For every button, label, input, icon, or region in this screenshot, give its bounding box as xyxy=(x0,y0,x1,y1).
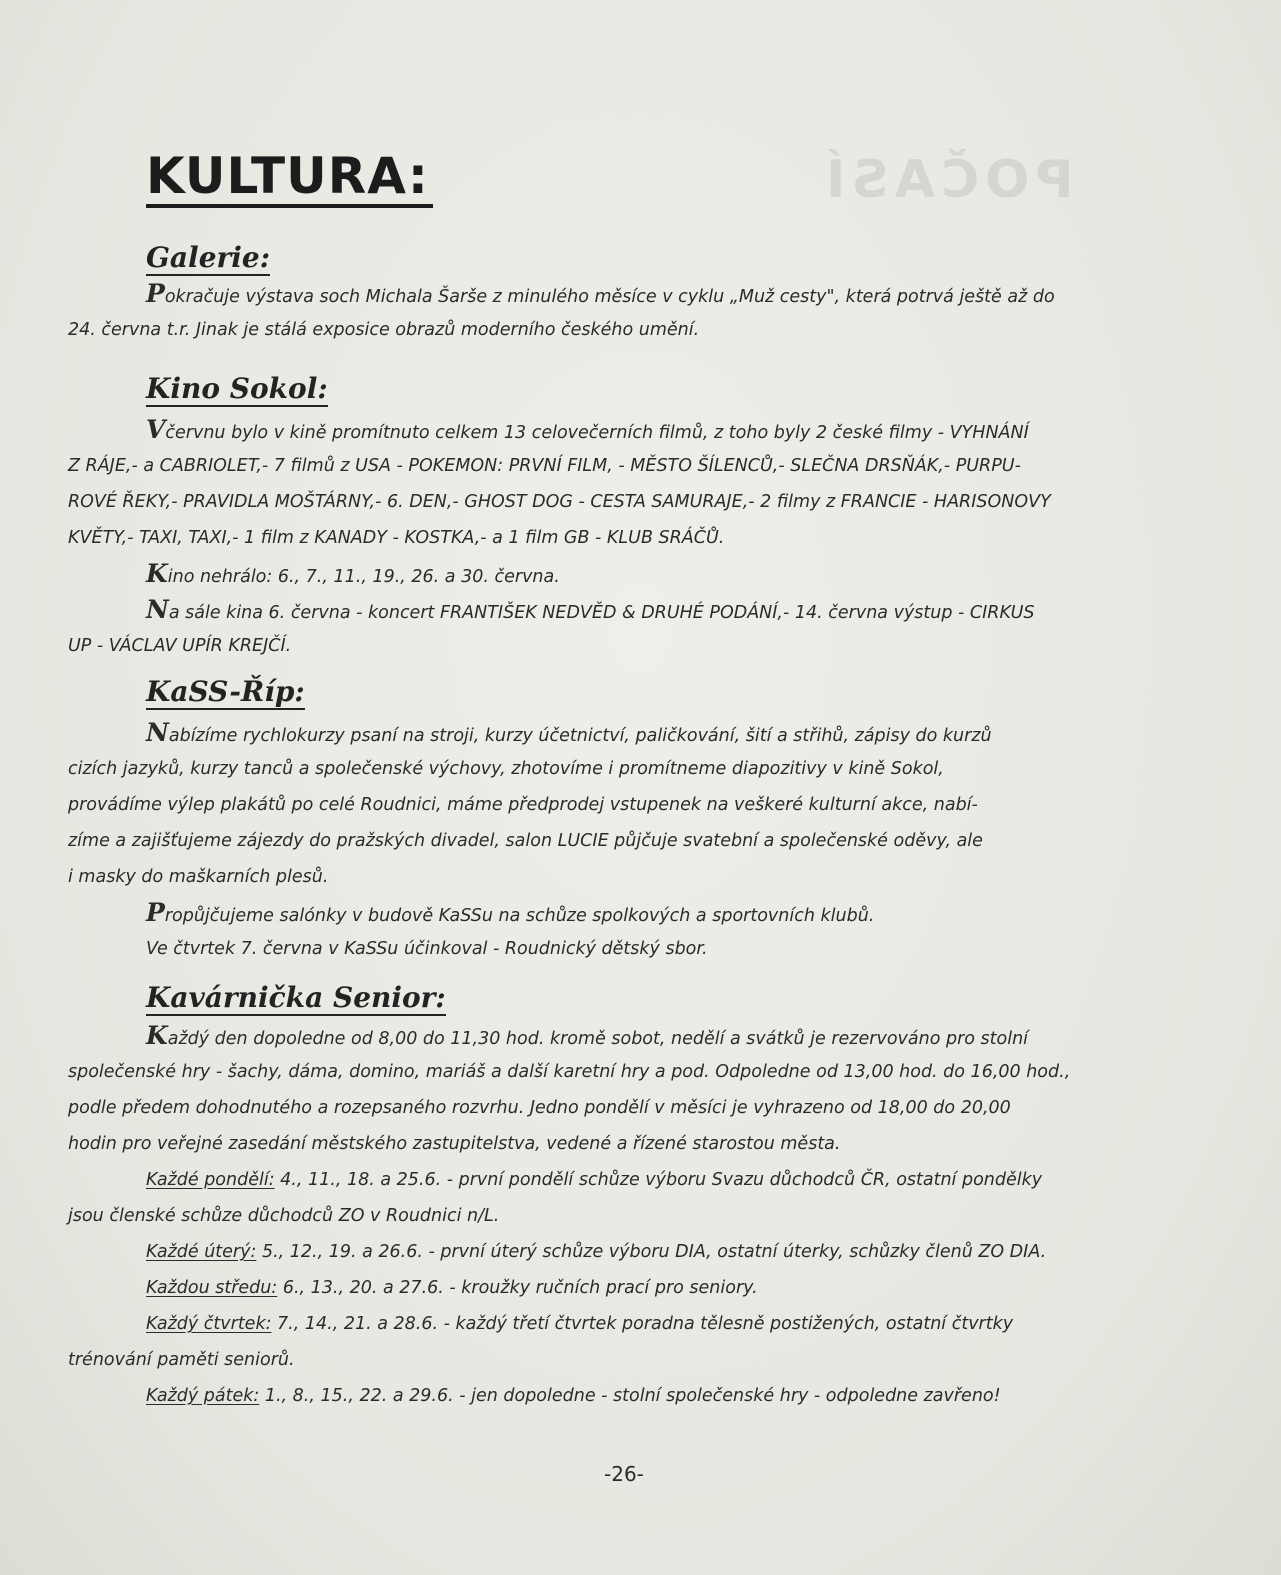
page-number: -26- xyxy=(604,1462,644,1486)
paragraph-line: KVĚTY,- TAXI, TAXI,- 1 film z KANADY - KOSTKA,- a 1 film GB - KLUB SRÁČŮ. xyxy=(68,528,725,548)
paragraph-line: Každý čtvrtek: 7., 14., 21. a 28.6. - každý třetí čtvrtek poradna tělesně postižených, ostatní čtvrtky xyxy=(146,1314,1014,1334)
paragraph-line: zíme a zajišťujeme zájezdy do pražských divadel, salon LUCIE půjčuje svatební a společenské oděvy, ale xyxy=(68,831,983,851)
paragraph-line: Na sále kina 6. června - koncert FRANTIŠEK NEDVĚD & DRUHÉ PODÁNÍ,- 14. června výstup - CIRKUS xyxy=(146,595,1035,624)
day-label: Každou středu: xyxy=(146,1278,278,1298)
section-kavarnicka xyxy=(68,1018,1118,1414)
day-label: Každý čtvrtek: xyxy=(146,1314,272,1334)
paragraph-line: 24. června t.r. Jinak je stálá exposice obrazů moderního českého umění. xyxy=(68,320,700,340)
paragraph-line: trénování paměti seniorů. xyxy=(68,1350,295,1370)
section-galerie xyxy=(68,276,1118,348)
bleed-through-text: POČASÍ xyxy=(820,150,1074,210)
day-label: Každé úterý: xyxy=(146,1242,257,1262)
paragraph-line: Pokračuje výstava soch Michala Šarše z minulého měsíce v cyklu „Muž cesty", která potrvá ještě až do xyxy=(146,279,1055,308)
paragraph-line: Každou středu: 6., 13., 20. a 27.6. - kroužky ručních prací pro seniory. xyxy=(146,1278,758,1298)
paragraph-line: hodin pro veřejné zasedání městského zastupitelstva, vedené a řízené starostou města. xyxy=(68,1134,841,1154)
paragraph-line: Každé úterý: 5., 12., 19. a 26.6. - první úterý schůze výboru DIA, ostatní úterky, schůzky členů ZO DIA. xyxy=(146,1242,1047,1262)
paragraph-line: Každý den dopoledne od 8,00 do 11,30 hod. kromě sobot, nedělí a svátků je rezervováno pro stolní xyxy=(146,1021,1029,1050)
paragraph-line: Nabízíme rychlokurzy psaní na stroji, kurzy účetnictví, paličkování, šití a střihů, zápisy do kurzů xyxy=(146,718,992,747)
section-heading-kass: KaSS-Říp: xyxy=(146,675,305,708)
paragraph-line: provádíme výlep plakátů po celé Roudnici, máme předprodej vstupenek na veškeré kulturní akce, nabí- xyxy=(68,795,978,815)
paragraph-line: Z RÁJE,- a CABRIOLET,- 7 filmů z USA - POKEMON: PRVNÍ FILM, - MĚSTO ŠÍLENCŮ,- SLEČNA DRSŇÁK,- PURPU- xyxy=(68,456,1021,476)
paragraph-line: Včervnu bylo v kině promítnuto celkem 13 celovečerních filmů, z toho byly 2 české filmy - VYHNÁNÍ xyxy=(146,415,1029,444)
paragraph-line: ROVÉ ŘEKY,- PRAVIDLA MOŠTÁRNY,- 6. DEN,- GHOST DOG - CESTA SAMURAJE,- 2 filmy z FRANCIE - HARISONOVY xyxy=(68,492,1051,512)
day-label: Každé pondělí: xyxy=(146,1170,275,1190)
paragraph-line: Propůjčujeme salónky v budově KaSSu na schůze spolkových a sportovních klubů. xyxy=(146,898,875,927)
page-title: KULTURA: xyxy=(146,148,433,208)
paragraph-line: Kino nehrálo: 6., 7., 11., 19., 26. a 30. června. xyxy=(146,559,560,588)
paragraph-line: UP - VÁCLAV UPÍR KREJČÍ. xyxy=(68,636,292,656)
day-label: Každý pátek: xyxy=(146,1386,260,1406)
paragraph-line: jsou členské schůze důchodců ZO v Roudnici n/L. xyxy=(68,1206,500,1226)
paragraph-line: podle předem dohodnutého a rozepsaného rozvrhu. Jedno pondělí v měsíci je vyhrazeno od 18,00 do 20,00 xyxy=(68,1098,1011,1118)
paragraph-line: cizích jazyků, kurzy tanců a společenské výchovy, zhotovíme i promítneme diapozitivy v kině Sokol, xyxy=(68,759,944,779)
section-kino xyxy=(68,412,1118,664)
section-heading-kavarnicka: Kavárnička Senior: xyxy=(146,981,446,1014)
paragraph-line: společenské hry - šachy, dáma, domino, mariáš a další karetní hry a pod. Odpoledne od 13,00 hod. do 16,00 hod., xyxy=(68,1062,1071,1082)
section-kass xyxy=(68,715,1118,967)
paragraph-line: i masky do maškarních plesů. xyxy=(68,867,329,887)
section-heading-kino: Kino Sokol: xyxy=(146,372,328,405)
paragraph-line: Ve čtvrtek 7. června v KaSSu účinkoval - Roudnický dětský sbor. xyxy=(146,939,708,959)
paragraph-line: Každé pondělí: 4., 11., 18. a 25.6. - první pondělí schůze výboru Svazu důchodců ČR, ostatní pondělky xyxy=(146,1170,1043,1190)
section-heading-galerie: Galerie: xyxy=(146,241,271,274)
paragraph-line: Každý pátek: 1., 8., 15., 22. a 29.6. - jen dopoledne - stolní společenské hry - odpoledne zavřeno! xyxy=(146,1386,1001,1406)
